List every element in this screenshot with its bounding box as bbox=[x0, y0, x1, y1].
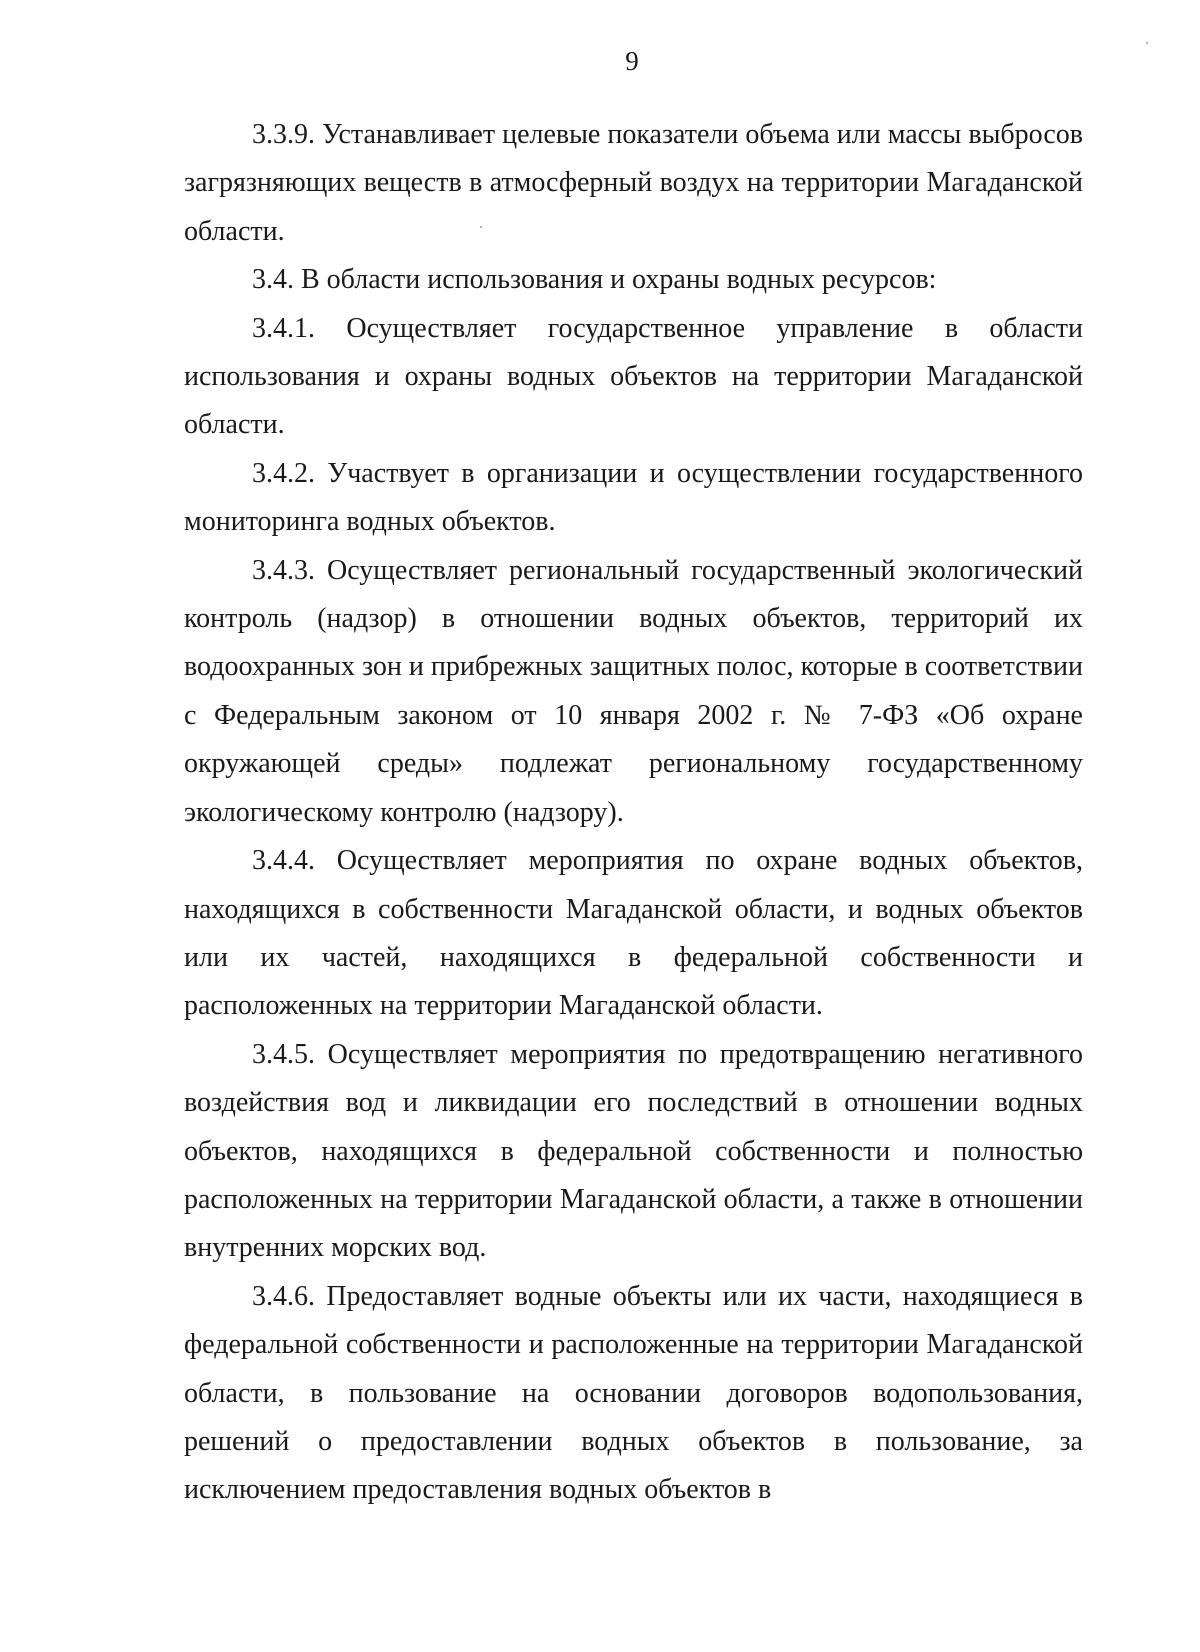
paragraph-3-4: 3.4. В области использования и охраны водных ресурсов: bbox=[252, 264, 937, 296]
paragraph-3-4-3: 3.4.3. Осуществляет региональный государственный экологический контроль (надзор) в отношении водных объектов, территорий их водоохранных зон и прибрежных защитных полос, которые в соответствии с Федеральным законом от 10 января 2002 г. № 7-ФЗ «Об охране окружающей среды» подлежат региональному государственному экологическому контролю (надзору). bbox=[184, 554, 1083, 828]
scan-speck bbox=[1146, 42, 1148, 44]
paragraph-3-4-2: 3.4.2. Участвует в организации и осуществлении государственного мониторинга водных объектов. bbox=[184, 457, 1083, 538]
paragraph-3-4-4: 3.4.4. Осуществляет мероприятия по охране водных объектов, находящихся в собственности Магаданской области, и водных объектов или их частей, находящихся в федеральной собственности и расположенных на территории Магаданской области. bbox=[184, 845, 1083, 1022]
paragraph-3-4-1: 3.4.1. Осуществляет государственное управление в области использования и охраны водных объектов на территории Магаданской области. bbox=[184, 312, 1083, 441]
paragraph-3-3-9: 3.3.9. Устанавливает целевые показатели объема или массы выбросов загрязняющих веществ в атмосферный воздух на территории Магаданской области. bbox=[184, 119, 1083, 247]
scan-speck bbox=[480, 226, 482, 228]
document-body bbox=[184, 111, 1083, 1515]
page-number: 9 bbox=[625, 46, 639, 76]
paragraph-3-4-5: 3.4.5. Осуществляет мероприятия по предотвращению негативного воздействия вод и ликвидации его последствий в отношении водных объектов, находящихся в федеральной собственности и полностью расположенных на территории Магаданской области, а также в отношении внутренних морских вод. bbox=[184, 1038, 1083, 1264]
paragraph-3-4-6: 3.4.6. Предоставляет водные объекты или их части, находящиеся в федеральной собственности и расположенные на территории Магаданской области, в пользование на основании договоров водопользования, решений о предоставлении водных объектов в пользование, за исключением предоставления водных объектов в bbox=[184, 1280, 1083, 1506]
